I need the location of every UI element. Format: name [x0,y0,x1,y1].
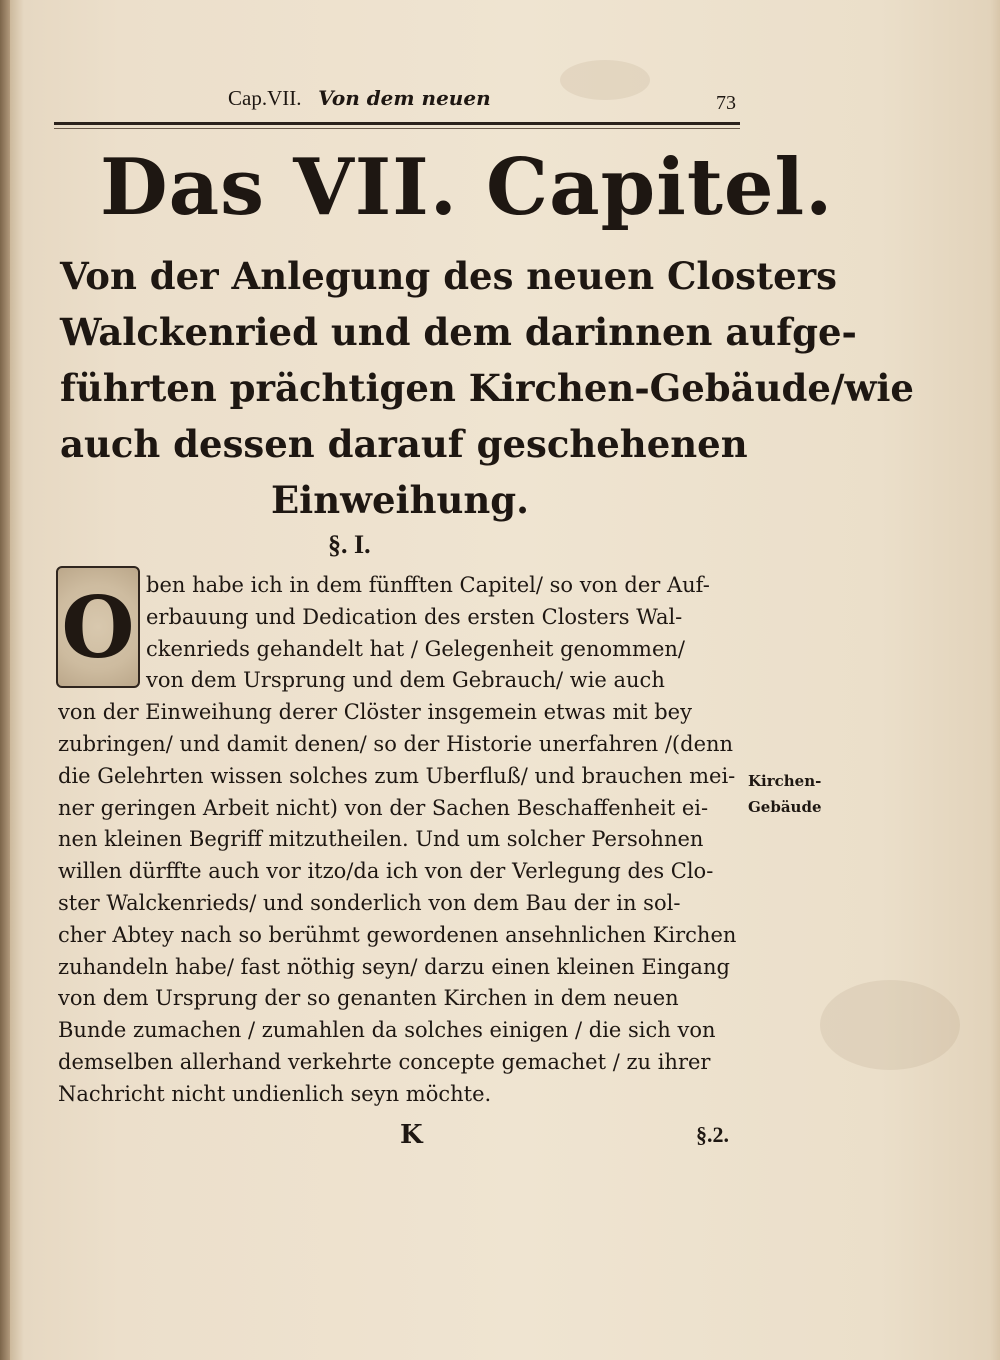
text-line: ckenrieds gehandelt hat / Gelegenheit genommen/ [146,636,685,661]
margin-note-line: Kirchen- [748,772,822,790]
running-header [228,86,588,111]
subtitle-line: Von der Anlegung des neuen Closters [60,254,837,298]
page-number: 73 [716,92,736,114]
text-line: von der Einweihung derer Clöster insgemein etwas mit bey [58,700,692,725]
text-line: erbauung und Dedication des ersten Closters Wal- [146,604,683,629]
subtitle-line: führten prächtigen Kirchen-Gebäude/wie [60,366,914,410]
text-line: nen kleinen Begriff mitzutheilen. Und um solcher Persohnen [58,827,704,852]
text-line: von dem Ursprung und dem Gebrauch/ wie auch [146,668,665,693]
text-line: die Gelehrten wissen solches zum Uberfluß/ und brauchen mei- [58,763,736,788]
margin-note-line: Gebäude [748,798,822,816]
catchword: K [400,1120,423,1150]
text-line: Bunde zumachen / zumahlen da solches einigen / die sich von [58,1018,716,1043]
text-line: zubringen/ und damit denen/ so der Historie unerfahren /(denn [58,731,734,756]
decorated-initial: O [56,566,140,688]
chapter-reference: Cap.VII. [228,86,302,110]
subtitle-line: Walckenried und dem darinnen aufge- [60,310,857,354]
next-section-mark: §.2. [696,1122,729,1147]
text-line: ster Walckenrieds/ und sonderlich von dem Bau der in sol- [58,890,681,915]
text-line: von dem Ursprung der so genanten Kirchen in dem neuen [58,986,679,1011]
text-line: ner geringen Arbeit nicht) von der Sachen Beschaffenheit ei- [58,795,709,820]
subtitle-line: Einweihung. [270,478,530,522]
text-line: zuhandeln habe/ fast nöthig seyn/ darzu einen kleinen Eingang [58,954,730,979]
header-rule [54,122,740,125]
text-line: demselben allerhand verkehrte concepte gemachet / zu ihrer [58,1049,711,1074]
text-line: cher Abtey nach so berühmt gewordenen ansehnlichen Kirchen [58,922,737,947]
text-line: willen dürffte auch vor itzo/da ich von der Verlegung des Clo- [58,859,714,884]
margin-note [748,768,828,820]
subtitle-line: auch dessen darauf geschehenen [60,422,748,466]
body-text [58,570,742,1111]
running-title: Von dem neuen [318,86,491,110]
chapter-heading: Das VII. Capitel. [100,142,834,233]
text-line: ben habe ich in dem fünfften Capitel/ so von der Auf- [146,573,710,597]
section-mark: §. I. [328,530,371,559]
text-line: Nachricht nicht undienlich seyn möchte. [58,1081,492,1106]
chapter-subtitle [60,248,914,528]
paper-stain [820,980,960,1070]
